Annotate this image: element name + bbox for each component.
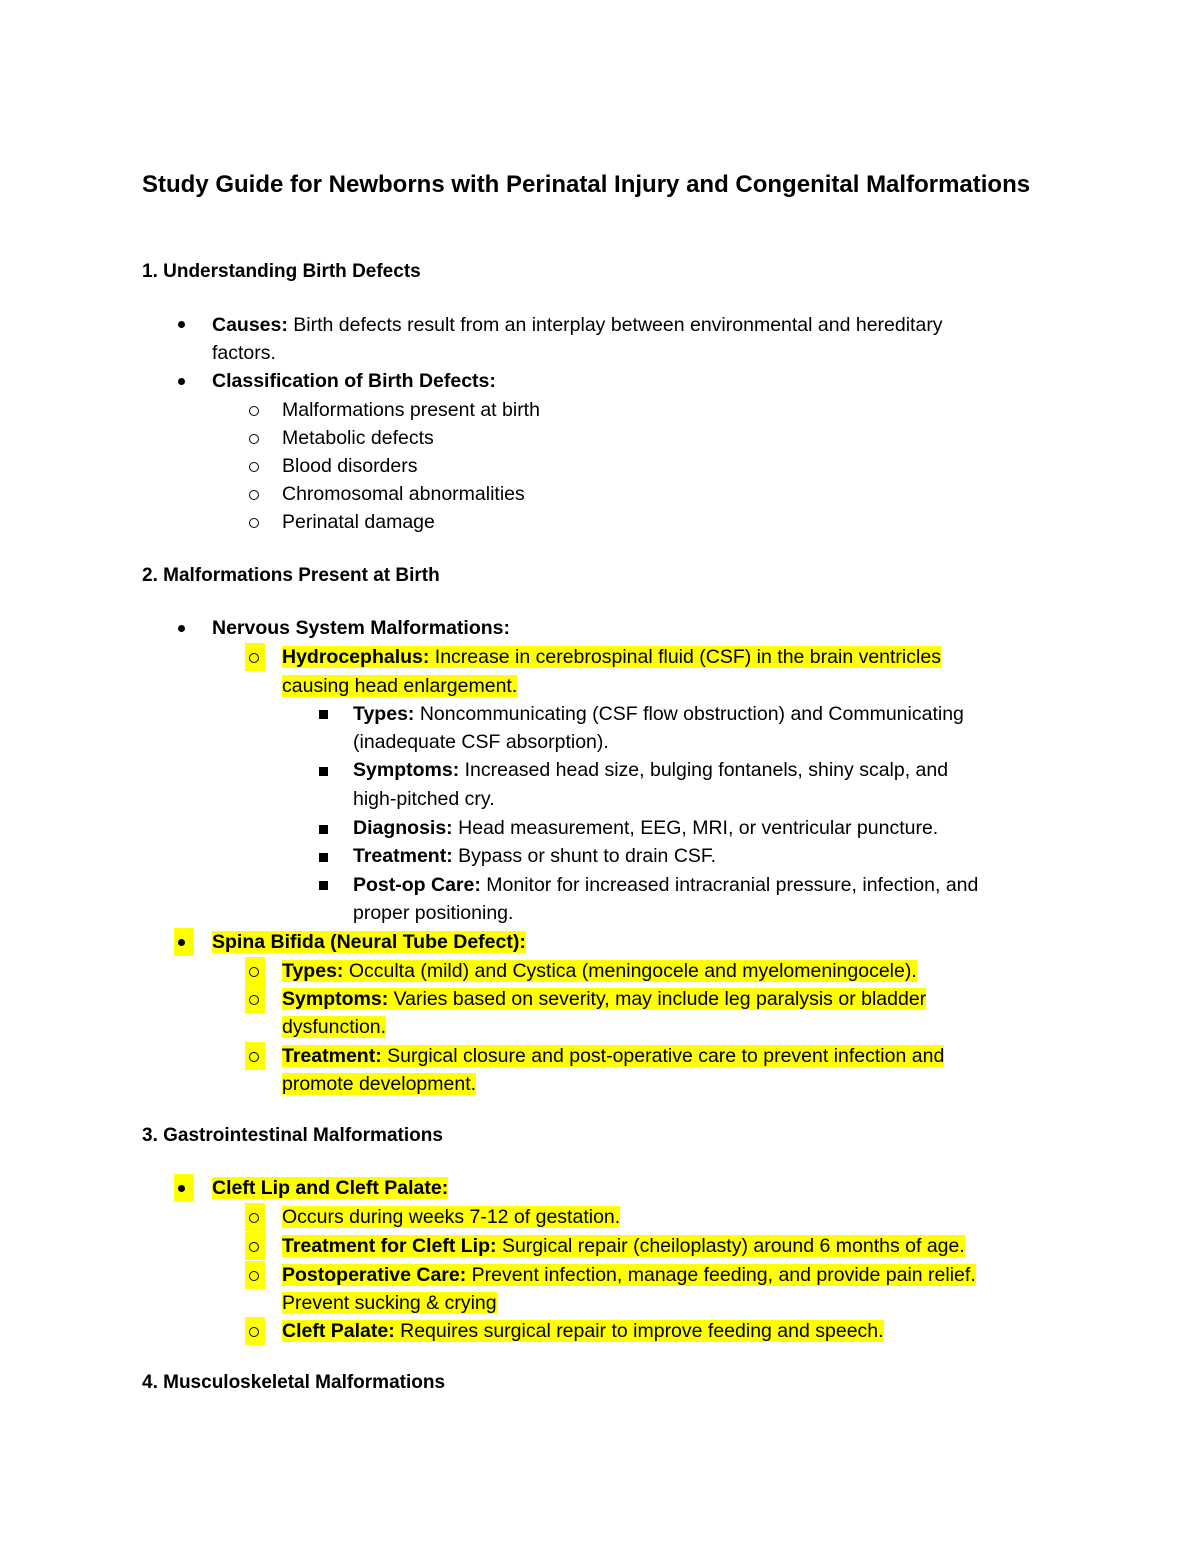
- spina-treatment-item: [282, 1042, 944, 1070]
- classification-list-item: Blood disorders: [282, 455, 418, 477]
- hydrocephalus-text-continued: causing head enlargement.: [282, 675, 518, 697]
- cleft-lip-treatment-item: [282, 1232, 965, 1260]
- hydro-types-text: Noncommunicating (CSF flow obstruction) and Communicating: [419, 703, 964, 725]
- spina-treatment-text: Surgical closure and post-operative care to prevent infection and: [387, 1045, 945, 1067]
- hydro-diagnosis-item: [353, 814, 938, 842]
- postoperative-care-text-continued: Prevent sucking & crying: [282, 1292, 497, 1314]
- page-title: Study Guide for Newborns with Perinatal Injury and Congenital Malformations: [142, 171, 1031, 198]
- nervous-system-item: [212, 614, 510, 642]
- hydro-postop-item: [353, 871, 978, 899]
- spina-symptoms-item: [282, 985, 926, 1013]
- cleft-palate-item: [282, 1317, 884, 1345]
- classification-list-item: Malformations present at birth: [282, 399, 540, 421]
- bullet-square-icon: [319, 853, 328, 862]
- hydrocephalus-item: [282, 643, 941, 671]
- classification-list-item: Perinatal damage: [282, 511, 435, 533]
- spina-types-text: Occulta (mild) and Cystica (meningocele and myelomeningocele).: [348, 960, 917, 982]
- spina-symptoms-label: Symptoms:: [282, 988, 389, 1010]
- section-heading-gastrointestinal-malformations: 3. Gastrointestinal Malformations: [142, 1125, 443, 1146]
- bullet-circle-icon: [249, 995, 259, 1005]
- bullet-circle-icon: [249, 653, 259, 663]
- bullet-circle-icon: [249, 1052, 259, 1062]
- hydro-postop-text-continued: proper positioning.: [353, 902, 514, 924]
- hydrocephalus-text: Increase in cerebrospinal fluid (CSF) in the brain ventricles: [434, 646, 941, 668]
- spina-types-item: [282, 957, 917, 985]
- section-heading-understanding-birth-defects: 1. Understanding Birth Defects: [142, 261, 421, 282]
- bullet-circle-icon: [249, 434, 259, 444]
- bullet-circle-icon: [249, 1271, 259, 1281]
- bullet-circle-icon: [249, 967, 259, 977]
- classification-label: Classification of Birth Defects:: [212, 370, 496, 392]
- hydro-treatment-item: [353, 842, 716, 870]
- hydro-symptoms-text: Increased head size, bulging fontanels, shiny scalp, and: [464, 759, 949, 781]
- cleft-lip-treatment-label: Treatment for Cleft Lip:: [282, 1235, 497, 1257]
- nervous-system-label: Nervous System Malformations:: [212, 617, 510, 639]
- causes-item: [212, 311, 943, 339]
- causes-label: Causes:: [212, 314, 288, 336]
- bullet-circle-icon: [249, 406, 259, 416]
- spina-bifida-item: [212, 928, 526, 956]
- hydro-types-label: Types:: [353, 703, 415, 725]
- cleft-item: [212, 1174, 448, 1202]
- cleft-palate-text: Requires surgical repair to improve feeding and speech.: [400, 1320, 884, 1342]
- bullet-dot-icon: [178, 378, 185, 385]
- cleft-label: Cleft Lip and Cleft Palate:: [212, 1177, 449, 1199]
- hydro-symptoms-item: [353, 756, 948, 784]
- cleft-occurs-item: Occurs during weeks 7-12 of gestation.: [282, 1206, 621, 1228]
- spina-treatment-text-continued: promote development.: [282, 1073, 477, 1095]
- hydrocephalus-label: Hydrocephalus:: [282, 646, 430, 668]
- postoperative-care-label: Postoperative Care:: [282, 1264, 467, 1286]
- hydro-symptoms-label: Symptoms:: [353, 759, 460, 781]
- bullet-square-icon: [319, 767, 328, 776]
- hydro-treatment-label: Treatment:: [353, 845, 453, 867]
- hydro-diagnosis-label: Diagnosis:: [353, 817, 453, 839]
- hydro-postop-text: Monitor for increased intracranial pressure, infection, and: [486, 874, 979, 896]
- postoperative-care-text: Prevent infection, manage feeding, and provide pain relief.: [471, 1264, 976, 1286]
- section-heading-malformations-present-at-birth: 2. Malformations Present at Birth: [142, 565, 440, 586]
- bullet-square-icon: [319, 825, 328, 834]
- bullet-circle-icon: [249, 1327, 259, 1337]
- bullet-dot-icon: [178, 321, 185, 328]
- hydro-types-text-continued: (inadequate CSF absorption).: [353, 731, 609, 753]
- bullet-dot-icon: [178, 625, 185, 632]
- bullet-circle-icon: [249, 518, 259, 528]
- spina-symptoms-text-continued: dysfunction.: [282, 1016, 387, 1038]
- causes-text: Birth defects result from an interplay between environmental and hereditary: [293, 314, 943, 336]
- postoperative-care-item: [282, 1261, 976, 1289]
- cleft-lip-treatment-text: Surgical repair (cheiloplasty) around 6 months of age.: [501, 1235, 965, 1257]
- bullet-circle-icon: [249, 1213, 259, 1223]
- bullet-circle-icon: [249, 490, 259, 500]
- hydro-symptoms-text-continued: high-pitched cry.: [353, 788, 495, 810]
- classification-item: [212, 367, 496, 395]
- hydro-treatment-text: Bypass or shunt to drain CSF.: [458, 845, 717, 867]
- bullet-square-icon: [319, 710, 328, 719]
- bullet-dot-icon: [178, 939, 185, 946]
- bullet-circle-icon: [249, 1242, 259, 1252]
- hydro-types-item: [353, 700, 964, 728]
- spina-symptoms-text: Varies based on severity, may include leg paralysis or bladder: [393, 988, 927, 1010]
- hydro-postop-label: Post-op Care:: [353, 874, 481, 896]
- classification-list-item: Metabolic defects: [282, 427, 434, 449]
- bullet-square-icon: [319, 881, 328, 890]
- bullet-circle-icon: [249, 462, 259, 472]
- spina-types-label: Types:: [282, 960, 344, 982]
- section-heading-musculoskeletal-malformations: 4. Musculoskeletal Malformations: [142, 1372, 446, 1393]
- hydro-diagnosis-text: Head measurement, EEG, MRI, or ventricular puncture.: [458, 817, 939, 839]
- bullet-dot-icon: [178, 1185, 185, 1192]
- cleft-palate-label: Cleft Palate:: [282, 1320, 395, 1342]
- spina-bifida-label: Spina Bifida (Neural Tube Defect):: [212, 931, 526, 953]
- classification-list-item: Chromosomal abnormalities: [282, 483, 525, 505]
- causes-text-continued: factors.: [212, 342, 276, 364]
- spina-treatment-label: Treatment:: [282, 1045, 382, 1067]
